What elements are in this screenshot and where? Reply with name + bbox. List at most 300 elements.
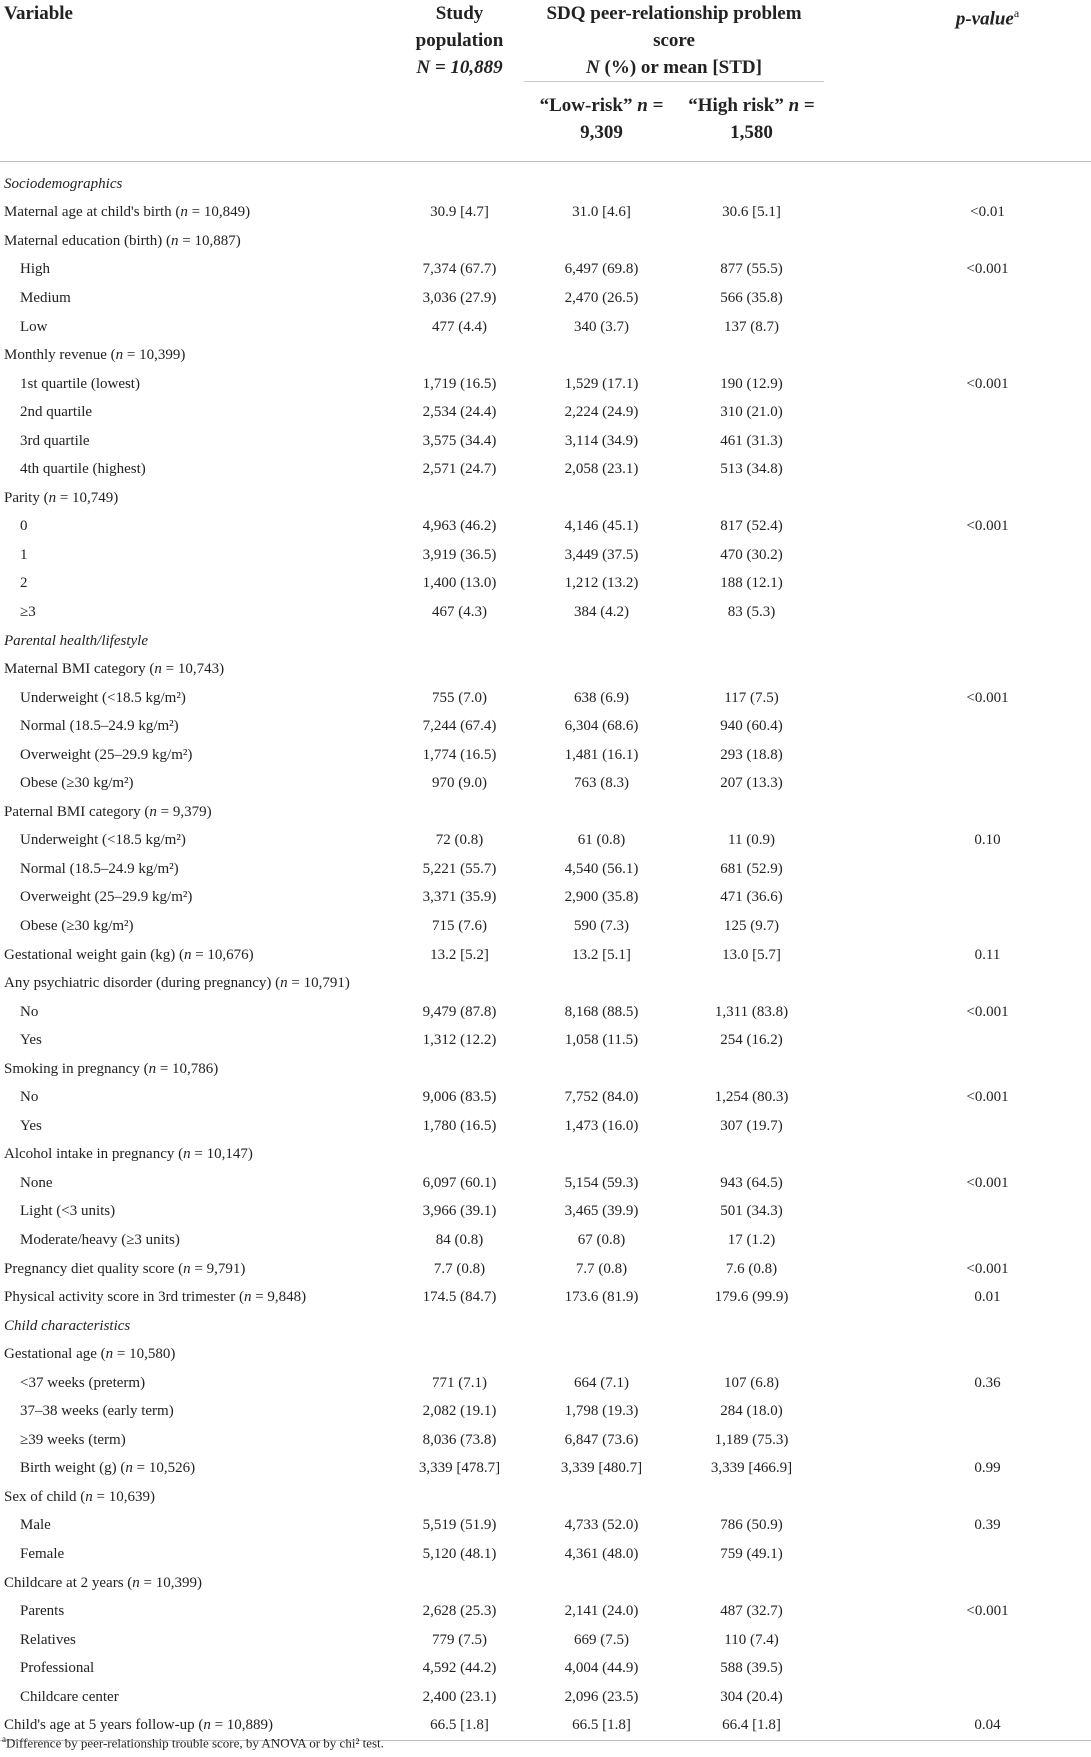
cell-study: 1,719 (16.5) <box>422 375 497 392</box>
cell-p <box>824 484 1091 513</box>
cell-low: 1,481 (16.1) <box>564 746 639 763</box>
cell-low <box>524 227 679 256</box>
section-row <box>0 627 1091 656</box>
row-label: ≥39 weeks (term) <box>20 1431 126 1448</box>
cell-study: 1,400 (13.0) <box>422 575 497 592</box>
row-label: No <box>20 1089 39 1106</box>
cell-high: 13.0 [5.7] <box>722 946 781 963</box>
cell-high <box>679 484 824 513</box>
cell-high <box>679 170 824 199</box>
table-row <box>0 1026 1091 1055</box>
cell-low <box>524 1141 679 1170</box>
cell-study <box>380 655 524 684</box>
cell-high: 188 (12.1) <box>720 575 783 592</box>
cell-p <box>824 1540 1091 1569</box>
cell-study: 2,400 (23.1) <box>422 1688 497 1705</box>
cell-p <box>824 712 1091 741</box>
table-body <box>0 170 1091 1741</box>
cell-low: 7.7 (0.8) <box>575 1260 628 1277</box>
row-label: Gestational age (n = 10,580) <box>4 1346 176 1363</box>
cell-low: 7,752 (84.0) <box>564 1089 639 1106</box>
cell-p <box>824 598 1091 627</box>
cell-p <box>824 769 1091 798</box>
cell-study: 779 (7.5) <box>432 1631 487 1648</box>
cell-p <box>824 1398 1091 1427</box>
cell-high <box>679 1483 824 1512</box>
cell-p: <0.001 <box>966 689 1009 706</box>
cell-high: 190 (12.9) <box>720 375 783 392</box>
row-label: 1st quartile (lowest) <box>20 375 140 392</box>
cell-high <box>679 969 824 998</box>
cell-low <box>524 341 679 370</box>
table-row <box>0 598 1091 627</box>
cell-p: 0.04 <box>974 1717 1001 1734</box>
cell-high <box>679 1569 824 1598</box>
cell-p <box>824 1198 1091 1227</box>
cell-p <box>824 1654 1091 1683</box>
cell-study: 3,919 (36.5) <box>422 546 497 563</box>
cell-p: <0.01 <box>970 204 1005 221</box>
cell-p <box>824 1426 1091 1455</box>
cell-study <box>380 627 524 656</box>
table-row <box>0 1084 1091 1113</box>
table-row <box>0 1540 1091 1569</box>
cell-study: 755 (7.0) <box>432 689 487 706</box>
row-label: Yes <box>20 1032 42 1049</box>
table-row <box>0 199 1091 228</box>
row-label: Yes <box>20 1117 42 1134</box>
table-header <box>0 0 1091 170</box>
row-label: Relatives <box>20 1631 76 1648</box>
table-footnote: $^a$Difference by peer-relationship trouble score, by ANOVA or by chi² test. <box>2 1734 384 1751</box>
cell-high: 461 (31.3) <box>720 432 783 449</box>
row-label: 2nd quartile <box>20 404 93 421</box>
cell-high: 125 (9.7) <box>724 917 779 934</box>
cell-study: 7,244 (67.4) <box>422 718 497 735</box>
cell-high: 681 (52.9) <box>720 860 783 877</box>
cell-study: 9,479 (87.8) <box>422 1003 497 1020</box>
cell-study: 3,575 (34.4) <box>422 432 497 449</box>
cell-low: 67 (0.8) <box>577 1232 626 1248</box>
row-label: Obese (≥30 kg/m²) <box>20 917 134 934</box>
table-row <box>0 427 1091 456</box>
cell-high: 137 (8.7) <box>724 318 779 335</box>
table-row <box>0 513 1091 542</box>
cell-study: 1,774 (16.5) <box>422 746 497 763</box>
cell-low <box>524 484 679 513</box>
cell-study: 3,339 [478.7] <box>418 1460 501 1477</box>
row-label: Professional <box>20 1660 95 1677</box>
table-row <box>0 484 1091 513</box>
section-label: Sociodemographics <box>4 175 123 192</box>
cell-p <box>824 1112 1091 1141</box>
cell-p <box>824 227 1091 256</box>
cell-high: 566 (35.8) <box>720 289 783 306</box>
table-row <box>0 1654 1091 1683</box>
row-label: Underweight (<18.5 kg/m²) <box>20 832 186 849</box>
cell-p <box>824 1683 1091 1712</box>
cell-study <box>380 969 524 998</box>
row-label: Smoking in pregnancy (n = 10,786) <box>4 1060 219 1077</box>
row-label: <37 weeks (preterm) <box>20 1374 146 1391</box>
table-row <box>0 1198 1091 1227</box>
cell-p <box>824 798 1091 827</box>
table-row <box>0 1398 1091 1427</box>
row-label: Male <box>20 1517 51 1534</box>
cell-study <box>380 1340 524 1369</box>
cell-high: 817 (52.4) <box>720 518 783 535</box>
row-label: Physical activity score in 3rd trimester (n = 9,848) <box>4 1289 307 1306</box>
section-label: Child characteristics <box>4 1317 131 1334</box>
table-row <box>0 1055 1091 1084</box>
table-row <box>0 1569 1091 1598</box>
cell-high <box>679 227 824 256</box>
cell-study: 715 (7.6) <box>432 917 487 934</box>
cell-high <box>679 1340 824 1369</box>
cell-low: 638 (6.9) <box>574 689 629 706</box>
row-label: Any psychiatric disorder (during pregnancy) (n = 10,791) <box>4 975 350 992</box>
header-sdq-sub: N (%) or mean [STD] <box>524 54 824 82</box>
cell-p: <0.001 <box>966 1003 1009 1020</box>
cell-high: 471 (36.6) <box>720 889 783 906</box>
row-label: Maternal age at child's birth (n = 10,849) <box>4 204 251 221</box>
row-label: Overweight (25–29.9 kg/m²) <box>20 889 193 906</box>
cell-study: 970 (9.0) <box>432 775 487 792</box>
cell-low: 1,058 (11.5) <box>564 1032 639 1049</box>
cell-low: 384 (4.2) <box>574 603 629 620</box>
cell-study: 84 (0.8) <box>435 1232 484 1248</box>
table-row <box>0 541 1091 570</box>
table-row <box>0 1141 1091 1170</box>
row-label: High <box>20 261 50 278</box>
cell-high: 7.6 (0.8) <box>725 1260 778 1277</box>
cell-study: 30.9 [4.7] <box>430 204 489 221</box>
cell-low <box>524 1483 679 1512</box>
cell-low: 6,847 (73.6) <box>564 1431 639 1448</box>
table-row <box>0 655 1091 684</box>
row-label: 2 <box>20 575 28 592</box>
cell-study: 771 (7.1) <box>432 1374 487 1391</box>
cell-study: 3,371 (35.9) <box>422 889 497 906</box>
cell-p <box>824 969 1091 998</box>
row-label: Medium <box>20 289 71 306</box>
cell-p <box>824 341 1091 370</box>
row-label: Underweight (<18.5 kg/m²) <box>20 689 186 706</box>
cell-study: 66.5 [1.8] <box>430 1717 489 1734</box>
cell-low: 1,212 (13.2) <box>564 575 639 592</box>
cell-low: 4,146 (45.1) <box>564 518 639 535</box>
cell-p <box>824 313 1091 342</box>
cell-study: 7.7 (0.8) <box>433 1260 486 1277</box>
cell-p: <0.001 <box>966 375 1009 392</box>
row-label: 4th quartile (highest) <box>20 461 146 478</box>
cell-study: 2,571 (24.7) <box>422 461 497 478</box>
cell-p <box>824 884 1091 913</box>
table-row <box>0 455 1091 484</box>
table-row <box>0 1512 1091 1541</box>
cell-high: 254 (16.2) <box>720 1032 783 1049</box>
table-row <box>0 570 1091 599</box>
row-label: Alcohol intake in pregnancy (n = 10,147) <box>4 1146 253 1163</box>
cell-high: 117 (7.5) <box>724 689 779 706</box>
cell-low: 4,540 (56.1) <box>564 860 639 877</box>
cell-high: 11 (0.9) <box>728 832 775 849</box>
cell-p <box>824 427 1091 456</box>
cell-low <box>524 1055 679 1084</box>
row-label: Maternal education (birth) (n = 10,887) <box>4 232 241 249</box>
cell-low: 1,798 (19.3) <box>564 1403 639 1420</box>
row-label: Birth weight (g) (n = 10,526) <box>20 1460 196 1477</box>
cell-study: 4,963 (46.2) <box>422 518 497 535</box>
cell-high <box>679 1055 824 1084</box>
table-row <box>0 1255 1091 1284</box>
cell-high: 83 (5.3) <box>727 603 776 620</box>
cell-study <box>380 170 524 199</box>
row-label: 1 <box>20 546 28 563</box>
cell-high: 940 (60.4) <box>720 718 783 735</box>
cell-low: 5,154 (59.3) <box>564 1174 639 1191</box>
cell-p: <0.001 <box>966 261 1009 278</box>
cell-low: 2,470 (26.5) <box>564 289 639 306</box>
cell-study: 5,519 (51.9) <box>422 1517 497 1534</box>
cell-p <box>824 627 1091 656</box>
table-row <box>0 855 1091 884</box>
header-variable: Variable <box>4 3 73 24</box>
cell-low: 4,361 (48.0) <box>564 1546 639 1563</box>
cell-low: 1,473 (16.0) <box>564 1117 639 1134</box>
cell-p <box>824 655 1091 684</box>
table-row <box>0 1426 1091 1455</box>
cell-low: 340 (3.7) <box>574 318 629 335</box>
cell-p: <0.001 <box>966 1174 1009 1191</box>
row-label: None <box>20 1174 53 1191</box>
row-label: Parents <box>20 1603 65 1620</box>
cell-low <box>524 627 679 656</box>
cell-high: 487 (32.7) <box>720 1603 783 1620</box>
cell-low: 4,733 (52.0) <box>564 1517 639 1534</box>
table-row <box>0 769 1091 798</box>
cell-study: 13.2 [5.2] <box>430 946 489 963</box>
cell-high <box>679 1312 824 1341</box>
cell-p: <0.001 <box>966 1089 1009 1106</box>
cell-high: 1,254 (80.3) <box>714 1089 789 1106</box>
row-label: Normal (18.5–24.9 kg/m²) <box>20 718 179 735</box>
cell-high: 759 (49.1) <box>720 1546 783 1563</box>
row-label: Parity (n = 10,749) <box>4 489 119 506</box>
cell-high: 513 (34.8) <box>720 461 783 478</box>
header-study-population: Study population N = 10,889 <box>415 3 504 78</box>
cell-p <box>824 1569 1091 1598</box>
cell-study: 5,120 (48.1) <box>422 1546 497 1563</box>
cell-study: 1,780 (16.5) <box>422 1117 497 1134</box>
table-row <box>0 684 1091 713</box>
cell-low: 2,096 (23.5) <box>564 1688 639 1705</box>
row-label: Monthly revenue (n = 10,399) <box>4 347 186 364</box>
cell-p <box>824 1226 1091 1255</box>
cell-p: 0.39 <box>974 1517 1001 1534</box>
cell-p: 0.10 <box>974 832 1001 849</box>
cell-high <box>679 798 824 827</box>
cell-p: <0.001 <box>966 518 1009 535</box>
row-label: 3rd quartile <box>20 432 90 449</box>
cell-study: 2,534 (24.4) <box>422 404 497 421</box>
cell-study: 3,966 (39.1) <box>422 1203 497 1220</box>
cell-p <box>824 398 1091 427</box>
cell-study <box>380 1569 524 1598</box>
cell-study: 3,036 (27.9) <box>422 289 497 306</box>
table-row <box>0 969 1091 998</box>
cell-low <box>524 969 679 998</box>
cell-high: 304 (20.4) <box>720 1688 783 1705</box>
table-row <box>0 798 1091 827</box>
table-row <box>0 1626 1091 1655</box>
cell-p <box>824 455 1091 484</box>
section-row <box>0 1312 1091 1341</box>
cell-study: 1,312 (12.2) <box>422 1032 497 1049</box>
header-sdq-group: SDQ peer-relationship problem score N (%) or mean [STD] <box>524 0 824 86</box>
cell-high <box>679 341 824 370</box>
table-row <box>0 1283 1091 1312</box>
cell-p: 0.11 <box>974 946 1001 963</box>
cell-study: 467 (4.3) <box>432 603 487 620</box>
cell-p: <0.001 <box>966 1260 1009 1277</box>
table-row <box>0 1169 1091 1198</box>
cell-p <box>824 1626 1091 1655</box>
row-label: Child's age at 5 years follow-up (n = 10,889) <box>4 1717 274 1734</box>
row-label: Sex of child (n = 10,639) <box>4 1488 155 1505</box>
cell-study <box>380 227 524 256</box>
cell-high: 179.6 (99.9) <box>714 1289 789 1306</box>
cell-low: 664 (7.1) <box>574 1374 629 1391</box>
cell-study: 2,628 (25.3) <box>422 1603 497 1620</box>
row-label: Gestational weight gain (kg) (n = 10,676) <box>4 946 254 963</box>
row-label: Light (<3 units) <box>20 1203 116 1220</box>
cell-high: 943 (64.5) <box>720 1174 783 1191</box>
cell-p <box>824 912 1091 941</box>
cell-low: 2,141 (24.0) <box>564 1603 639 1620</box>
table-row <box>0 227 1091 256</box>
cell-low: 590 (7.3) <box>574 917 629 934</box>
cell-p <box>824 570 1091 599</box>
row-label: Paternal BMI category (n = 9,379) <box>4 803 212 820</box>
table-row <box>0 341 1091 370</box>
cell-p: 0.99 <box>974 1460 1001 1477</box>
cell-study: 7,374 (67.7) <box>422 261 497 278</box>
cell-low: 2,058 (23.1) <box>564 461 639 478</box>
table-row <box>0 1683 1091 1712</box>
cell-study: 2,082 (19.1) <box>422 1403 497 1420</box>
cell-p: <0.001 <box>966 1603 1009 1620</box>
cell-study <box>380 1055 524 1084</box>
row-label: Obese (≥30 kg/m²) <box>20 775 134 792</box>
table-row <box>0 256 1091 285</box>
cell-study: 6,097 (60.1) <box>422 1174 497 1191</box>
cell-low: 3,449 (37.5) <box>564 546 639 563</box>
cell-study: 174.5 (84.7) <box>422 1289 497 1306</box>
cell-low: 31.0 [4.6] <box>572 204 631 221</box>
cell-low: 4,004 (44.9) <box>564 1660 639 1677</box>
cell-high: 3,339 [466.9] <box>710 1460 793 1477</box>
table-row <box>0 1369 1091 1398</box>
row-label: Moderate/heavy (≥3 units) <box>20 1232 180 1248</box>
cell-p <box>824 284 1091 313</box>
table-row <box>0 827 1091 856</box>
row-label: Low <box>20 318 48 335</box>
cell-study <box>380 1141 524 1170</box>
cell-high: 207 (13.3) <box>720 775 783 792</box>
table-row <box>0 398 1091 427</box>
table-row <box>0 370 1091 399</box>
table-row <box>0 941 1091 970</box>
cell-high: 17 (1.2) <box>727 1232 776 1248</box>
cell-p: 0.01 <box>974 1289 1001 1306</box>
header-low-risk: “Low-risk” n = 9,309 <box>539 95 664 143</box>
section-label: Parental health/lifestyle <box>4 632 148 649</box>
cell-high <box>679 1141 824 1170</box>
row-label: No <box>20 1003 39 1020</box>
cell-high: 310 (21.0) <box>720 404 783 421</box>
table-row <box>0 284 1091 313</box>
cell-low: 6,304 (68.6) <box>564 718 639 735</box>
cell-high <box>679 627 824 656</box>
row-label: 37–38 weeks (early term) <box>20 1403 174 1420</box>
cell-low: 763 (8.3) <box>574 775 629 792</box>
cell-high <box>679 655 824 684</box>
row-label: Childcare at 2 years (n = 10,399) <box>4 1574 202 1591</box>
row-label: Childcare center <box>20 1688 119 1705</box>
cell-high: 1,311 (83.8) <box>714 1003 789 1020</box>
cell-low <box>524 1569 679 1598</box>
cell-low: 66.5 [1.8] <box>572 1717 631 1734</box>
cell-study: 5,221 (55.7) <box>422 860 497 877</box>
cell-low: 13.2 [5.1] <box>572 946 631 963</box>
table-row <box>0 1597 1091 1626</box>
row-label: Pregnancy diet quality score (n = 9,791) <box>4 1260 246 1277</box>
cell-high: 1,189 (75.3) <box>714 1431 789 1448</box>
cell-high: 30.6 [5.1] <box>722 204 781 221</box>
table-row <box>0 712 1091 741</box>
row-label: Maternal BMI category (n = 10,743) <box>4 661 225 678</box>
table-row <box>0 884 1091 913</box>
table-row <box>0 912 1091 941</box>
cell-high: 293 (18.8) <box>720 746 783 763</box>
cell-study: 8,036 (73.8) <box>422 1431 497 1448</box>
table-row <box>0 313 1091 342</box>
cell-low <box>524 170 679 199</box>
cell-high: 501 (34.3) <box>720 1203 783 1220</box>
row-label: Normal (18.5–24.9 kg/m²) <box>20 860 179 877</box>
cell-p <box>824 1141 1091 1170</box>
cell-p <box>824 1055 1091 1084</box>
cell-p <box>824 1312 1091 1341</box>
cell-high: 786 (50.9) <box>720 1517 783 1534</box>
cell-low: 3,465 (39.9) <box>564 1203 639 1220</box>
cell-low <box>524 1312 679 1341</box>
row-label: 0 <box>20 518 28 535</box>
cell-high: 877 (55.5) <box>720 261 783 278</box>
cell-low: 1,529 (17.1) <box>564 375 639 392</box>
cell-high: 110 (7.4) <box>724 1631 779 1648</box>
header-p-value: p-value$^a$ <box>955 6 1020 30</box>
cell-study: 9,006 (83.5) <box>422 1089 497 1106</box>
cell-low <box>524 655 679 684</box>
cell-p: 0.36 <box>974 1374 1001 1391</box>
cell-high: 107 (6.8) <box>724 1374 779 1391</box>
cell-low: 8,168 (88.5) <box>564 1003 639 1020</box>
table-row <box>0 998 1091 1027</box>
cell-p <box>824 1483 1091 1512</box>
cell-study <box>380 1483 524 1512</box>
